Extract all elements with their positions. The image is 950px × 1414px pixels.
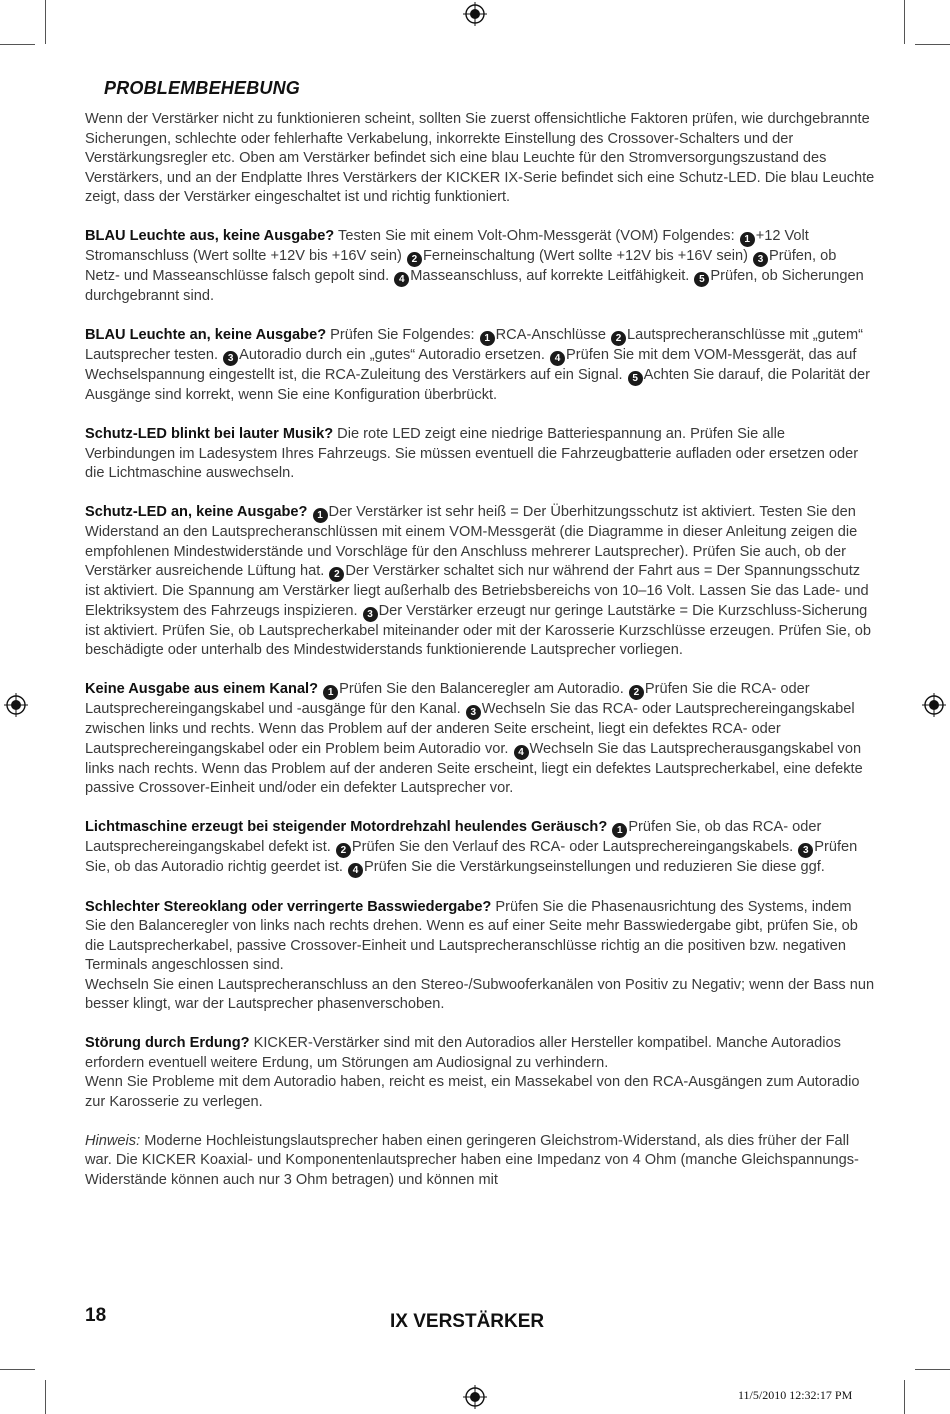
note-paragraph xyxy=(85,1132,875,1191)
step-number-badge: 2 xyxy=(329,567,344,582)
crop-mark xyxy=(915,44,950,45)
crop-mark xyxy=(45,1380,46,1414)
step-text: Ferneinschaltung (Wert sollte +12V bis +16V sein) xyxy=(422,248,753,264)
step-number-badge: 3 xyxy=(798,843,813,858)
step-number-badge: 1 xyxy=(480,331,495,346)
step-number-badge: 4 xyxy=(348,863,363,878)
troubleshooting-section xyxy=(85,680,875,799)
step-number-badge: 4 xyxy=(550,351,565,366)
step-text: Lautsprecheranschlüsse mit „gutem“ Lautsprecher testen. xyxy=(85,327,864,363)
print-timestamp: 11/5/2010 12:32:17 PM xyxy=(738,1388,853,1402)
step-text: Prüfen Sie die Verstärkungseinstellungen und reduzieren Sie diese ggf. xyxy=(364,859,825,875)
step-number-badge: 2 xyxy=(407,252,422,267)
troubleshooting-body xyxy=(85,110,875,1210)
step-text: Prüfen Sie, ob das RCA- oder Lautsprechereingangskabel defekt ist. xyxy=(85,819,822,855)
step-text: Wechseln Sie das Lautsprecherausgangskabel von links nach rechts. Wenn das Problem auf der anderen Seite erscheint, liegt ein defektes Lautsprecherkabel, eine defekte passive Crossover-Einheit und/oder ein defekter Lautsprecher vor. xyxy=(85,740,863,796)
step-text: Prüfen Sie den Balanceregler am Autoradio. xyxy=(339,681,628,697)
step-text: +12 Volt Stromanschluss (Wert sollte +12V bis +16V sein) xyxy=(85,228,809,264)
step-number-badge: 2 xyxy=(336,843,351,858)
section-lead: Testen Sie mit einem Volt-Ohm-Messgerät (VOM) Folgendes: xyxy=(334,228,739,244)
step-text: Autoradio durch ein „gutes“ Autoradio ersetzen. xyxy=(239,347,550,363)
page-number: 18 xyxy=(85,1305,107,1326)
crop-mark xyxy=(0,44,35,45)
section-heading: Lichtmaschine erzeugt bei steigender Motordrehzahl heulendes Geräusch? xyxy=(85,819,608,835)
registration-mark-icon xyxy=(463,1385,487,1409)
section-lead xyxy=(607,819,611,835)
step-text: Der Verstärker schaltet sich nur während der Fahrt aus = Der Spannungsschutz ist aktiviert. Die Spannung am Verstärker liegt außerhalb des Betriebsbereichs von 10–16 Volt. Lassen Sie das Lade- und Elektriksystem des Fahrzeugs inspizieren. xyxy=(85,563,869,619)
troubleshooting-section xyxy=(85,818,875,878)
section-lead: Die rote LED zeigt eine niedrige Batteriespannung an. Prüfen Sie alle Verbindungen im Ladesystem Ihres Fahrzeugs. Sie müssen eventuell die Fahrzeugbatterie aufladen oder ersetzen oder die Lichtmaschine auswechseln. xyxy=(85,426,859,481)
step-text: Masseanschluss, auf korrekte Leitfähigkeit. xyxy=(410,268,694,284)
section-heading: BLAU Leuchte an, keine Ausgabe? xyxy=(85,327,327,343)
step-text: RCA-Anschlüsse xyxy=(495,327,610,343)
step-number-badge: 5 xyxy=(694,272,709,287)
section-heading: BLAU Leuchte aus, keine Ausgabe? xyxy=(85,228,335,244)
step-number-badge: 3 xyxy=(753,252,768,267)
note-text: Moderne Hochleistungslautsprecher haben einen geringeren Gleichstrom-Widerstand, als dies früher der Fall war. Die KICKER Koaxial- und Komponentenlautsprecher haben eine Impedanz von 4 Ohm (manche Gleichspannungs-Widerstände können auch nur 3 Ohm betragen) und können mit xyxy=(85,1132,859,1188)
step-text: Der Verstärker erzeugt nur geringe Lautstärke = Die Kurzschluss-Sicherung ist aktiviert. Prüfen Sie, ob Lautsprecherkabel miteinander oder mit der Karosserie Kurzschlüsse erzeugen. Prüfen Sie, ob beschädigte oder unterhalb des Mindestwiderstands funktionierende Lautsprecher vorliegen. xyxy=(85,602,872,658)
step-number-badge: 1 xyxy=(740,232,755,247)
crop-mark xyxy=(904,1380,905,1414)
step-text: Der Verstärker ist sehr heiß = Der Überhitzungsschutz ist aktiviert. Testen Sie den Widerstand an den Lautsprecheranschlüssen mit einem VOM-Messgerät (die Diagramme in dieser Anleitung zeigen die empfohlenen Mindestwiderstände und Vorschläge für den Anschluss mehrerer Lautsprecher). Prüfen Sie auch, ob der Verstärker ausreichende Lüftung hat. xyxy=(85,504,858,579)
section-heading: Schlechter Stereoklang oder verringerte Basswiedergabe? xyxy=(85,898,492,915)
troubleshooting-section xyxy=(85,425,875,484)
note-label: Hinweis: xyxy=(85,1132,141,1149)
step-number-badge: 3 xyxy=(363,607,378,622)
section-lead xyxy=(318,681,322,697)
section-heading: Keine Ausgabe aus einem Kanal? xyxy=(85,681,319,697)
footer-title: IX VERSTÄRKER xyxy=(390,1311,545,1332)
troubleshooting-section xyxy=(85,326,875,406)
registration-mark-icon xyxy=(463,2,487,26)
section-text: Prüfen Sie die Phasenausrichtung des Systems, indem Sie den Balanceregler von links nach rechts drehen. Wenn es auf einer Seite mehr Basswiedergabe gibt, prüfen Sie, ob die Lautsprecherkabel, passive Crossover-Einheit und Lautsprecheranschlüsse richtig an die positiven bzw. negativen Terminals angeschlossen sind. xyxy=(85,898,858,973)
page-title: PROBLEMBEHEBUNG xyxy=(104,78,301,98)
troubleshooting-section xyxy=(85,503,875,661)
step-text: Prüfen Sie die RCA- oder Lautsprechereingangskabel und -ausgänge für den Kanal. xyxy=(85,681,810,717)
registration-mark-icon xyxy=(4,693,28,717)
crop-mark xyxy=(45,0,46,44)
step-number-badge: 1 xyxy=(612,823,627,838)
step-number-badge: 4 xyxy=(394,272,409,287)
step-text: Achten Sie darauf, die Polarität der Ausgänge sind korrekt, wenn Sie eine Konfiguration überbrückt. xyxy=(85,367,870,403)
step-text: Prüfen Sie mit dem VOM-Messgerät, das auf Wechselspannung eingestellt ist, die RCA-Zuleitung des Verstärkers auf ein Signal. xyxy=(85,347,857,383)
step-number-badge: 4 xyxy=(514,745,529,760)
step-number-badge: 2 xyxy=(629,685,644,700)
step-number-badge: 2 xyxy=(611,331,626,346)
step-text: Prüfen, ob Netz- und Masseanschlüsse falsch gepolt sind. xyxy=(85,248,837,284)
step-text: Prüfen, ob Sicherungen durchgebrannt sind. xyxy=(85,268,864,304)
section-ground xyxy=(85,1034,875,1112)
crop-mark xyxy=(0,1369,35,1370)
step-number-badge: 1 xyxy=(323,685,338,700)
section-lead: Prüfen Sie Folgendes: xyxy=(326,327,479,343)
intro-paragraph: Wenn der Verstärker nicht zu funktionieren scheint, sollten Sie zuerst offensichtliche Faktoren prüfen, wie durchgebrannte Sicherungen, schlechte oder fehlerhafte Verkabelung, inkorrekte Einstellung des Crossover-Schalters und der Verstärkungsregler etc. Oben am Verstärker befindet sich eine blau Leuchte für den Stromversorgungszustand des Verstärkers, und an der Endplatte Ihres Verstärkers der KICKER IX-Serie befindet sich eine Schutz-LED. Die blau Leuchte zeigt, dass der Verstärker eingeschaltet ist und richtig funktioniert. xyxy=(85,111,875,205)
step-number-badge: 3 xyxy=(466,705,481,720)
step-text: Prüfen Sie, ob das Autoradio richtig geerdet ist. xyxy=(85,839,858,875)
section-text: Wenn Sie Probleme mit dem Autoradio haben, reicht es meist, ein Massekabel von den RCA-Ausgängen zum Autoradio zur Karosserie zu verlegen. xyxy=(85,1074,860,1110)
step-text: Prüfen Sie den Verlauf des RCA- oder Lautsprechereingangskabels. xyxy=(351,839,798,855)
crop-mark xyxy=(915,1369,950,1370)
step-text: Wechseln Sie das RCA- oder Lautsprechereingangskabel zwischen links und rechts. Wenn das Problem auf der anderen Seite erscheint, liegt ein defektes RCA- oder Lautsprechereingangskabel oder ein Problem beim Autoradio vor. xyxy=(85,701,855,757)
step-number-badge: 5 xyxy=(628,371,643,386)
section-heading: Schutz-LED an, keine Ausgabe? xyxy=(85,504,308,520)
troubleshooting-sections xyxy=(85,227,875,878)
section-text: KICKER-Verstärker sind mit den Autoradios aller Hersteller kompatibel. Manche Autoradios erfordern eventuell weitere Erdung, um Störungen am Audiosignal zu verhindern. xyxy=(85,1035,841,1071)
section-heading: Störung durch Erdung? xyxy=(85,1035,250,1051)
step-number-badge: 1 xyxy=(313,508,328,523)
section-heading: Schutz-LED blinkt bei lauter Musik? xyxy=(85,426,334,442)
section-stereo xyxy=(85,898,875,1015)
step-number-badge: 3 xyxy=(223,351,238,366)
troubleshooting-section xyxy=(85,227,875,307)
section-text: Wechseln Sie einen Lautsprecheranschluss an den Stereo-/Subwooferkanälen von Positiv zu Negativ; wenn der Bass nun besser klingt, war der Lautsprecher phasenverschoben. xyxy=(85,976,875,1012)
section-lead xyxy=(307,504,311,520)
registration-mark-icon xyxy=(922,693,946,717)
crop-mark xyxy=(904,0,905,44)
